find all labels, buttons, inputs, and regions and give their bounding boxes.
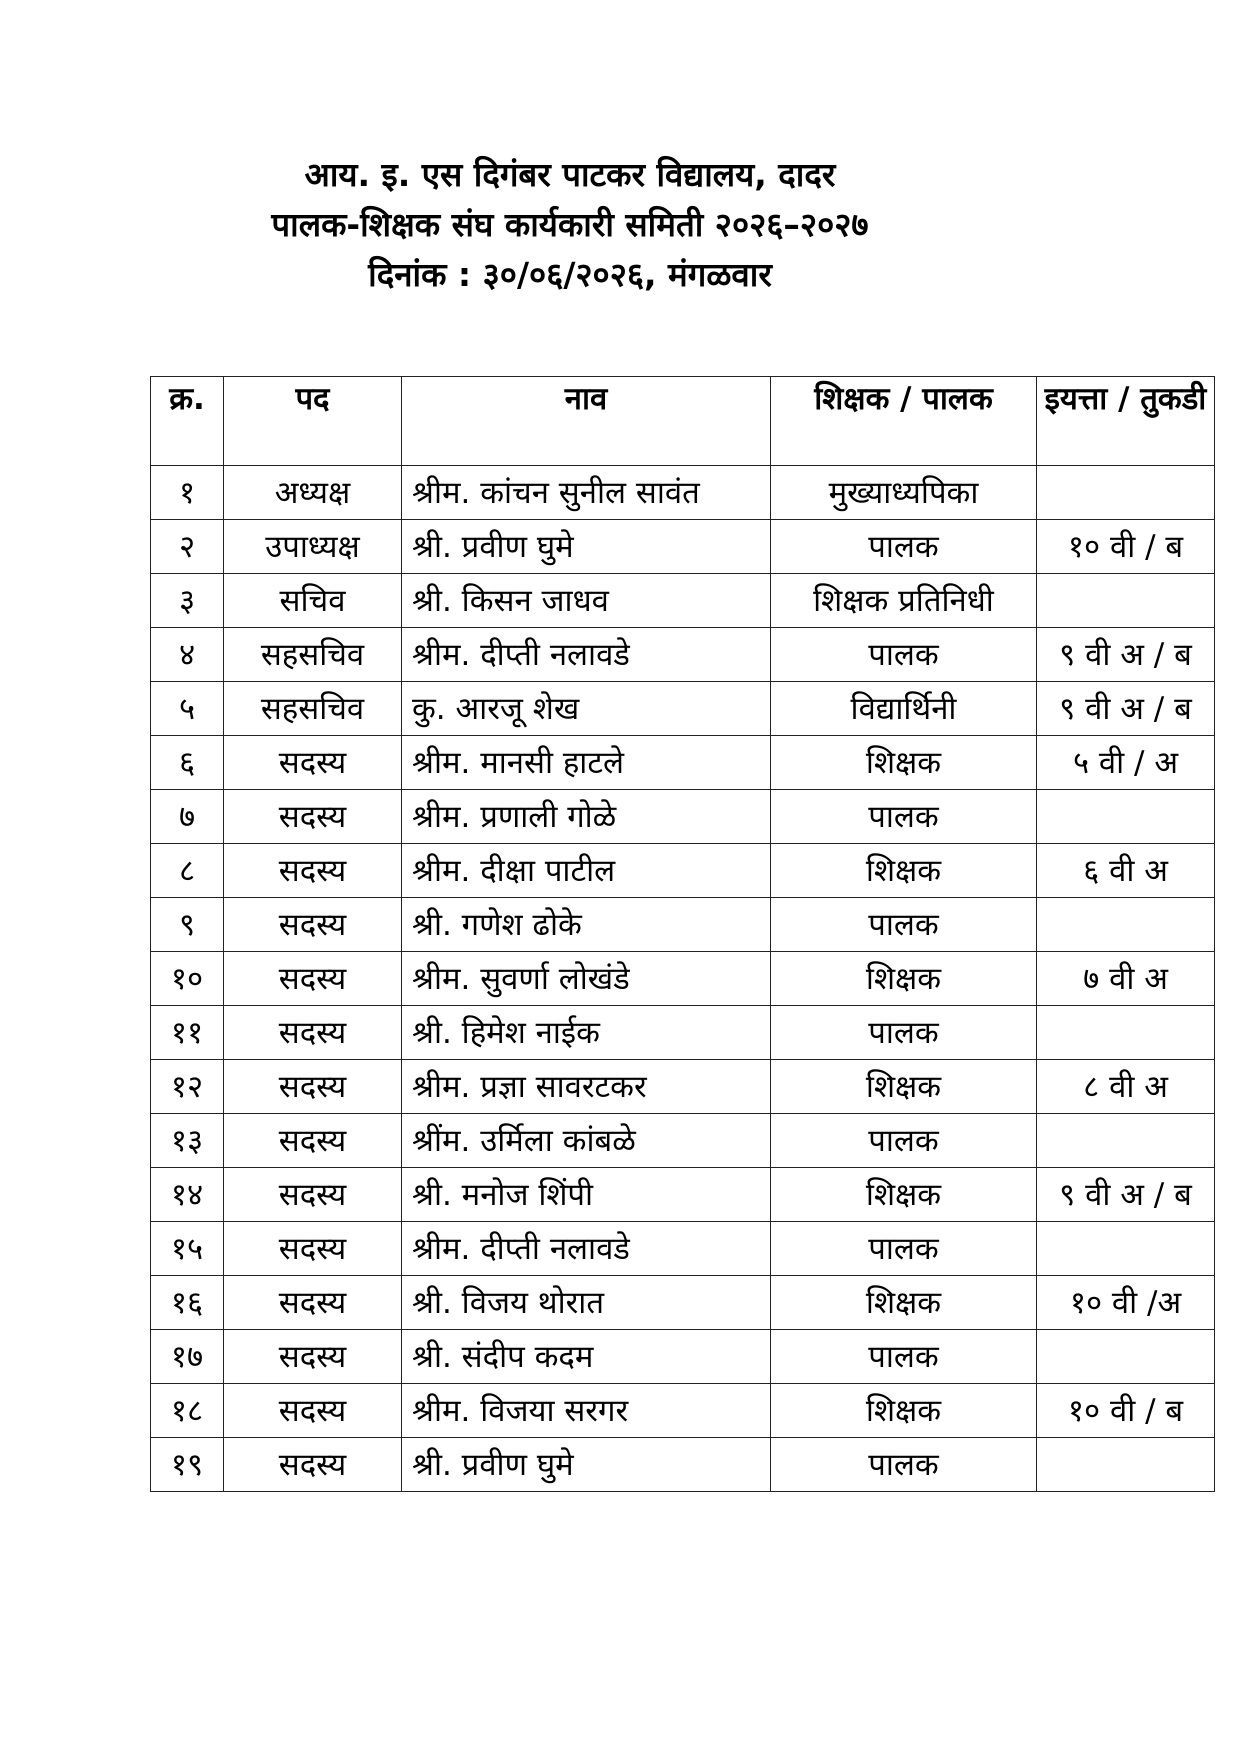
class-cell: १० वी / ब xyxy=(1037,1384,1215,1438)
role-cell: पालक xyxy=(771,790,1037,844)
table-row xyxy=(151,520,1215,574)
post-cell: सदस्य xyxy=(224,952,402,1006)
role-cell: पालक xyxy=(771,898,1037,952)
column-header-serial: क्र. xyxy=(151,377,224,466)
name-cell: श्री. संदीप कदम xyxy=(402,1330,771,1384)
class-cell xyxy=(1037,1006,1215,1060)
class-cell xyxy=(1037,898,1215,952)
role-cell: शिक्षक xyxy=(771,952,1037,1006)
table-row xyxy=(151,1060,1215,1114)
post-cell: सदस्य xyxy=(224,1438,402,1492)
post-cell: सदस्य xyxy=(224,1168,402,1222)
role-cell: शिक्षक xyxy=(771,844,1037,898)
class-cell: ५ वी / अ xyxy=(1037,736,1215,790)
post-cell: उपाध्यक्ष xyxy=(224,520,402,574)
role-cell: शिक्षक xyxy=(771,1384,1037,1438)
table-row xyxy=(151,1384,1215,1438)
role-cell: शिक्षक प्रतिनिधी xyxy=(771,574,1037,628)
name-cell: श्रीम. सुवर्णा लोखंडे xyxy=(402,952,771,1006)
serial-cell: ७ xyxy=(151,790,224,844)
serial-cell: ८ xyxy=(151,844,224,898)
serial-cell: १५ xyxy=(151,1222,224,1276)
class-cell xyxy=(1037,1330,1215,1384)
table-row xyxy=(151,1222,1215,1276)
serial-cell: १९ xyxy=(151,1438,224,1492)
class-cell xyxy=(1037,790,1215,844)
table-row xyxy=(151,1168,1215,1222)
class-cell: ६ वी अ xyxy=(1037,844,1215,898)
role-cell: शिक्षक xyxy=(771,1276,1037,1330)
column-header-name: नाव xyxy=(402,377,771,466)
class-cell: ९ वी अ / ब xyxy=(1037,682,1215,736)
serial-cell: ४ xyxy=(151,628,224,682)
class-cell: १० वी / ब xyxy=(1037,520,1215,574)
class-cell xyxy=(1037,1114,1215,1168)
post-cell: सचिव xyxy=(224,574,402,628)
serial-cell: २ xyxy=(151,520,224,574)
role-cell: पालक xyxy=(771,1006,1037,1060)
table-body xyxy=(151,466,1215,1492)
name-cell: श्रीम. प्रज्ञा सावरटकर xyxy=(402,1060,771,1114)
post-cell: सदस्य xyxy=(224,736,402,790)
serial-cell: १० xyxy=(151,952,224,1006)
table-header xyxy=(151,377,1215,466)
serial-cell: १८ xyxy=(151,1384,224,1438)
name-cell: श्रीम. दीप्ती नलावडे xyxy=(402,1222,771,1276)
name-cell: श्रीम. विजया सरगर xyxy=(402,1384,771,1438)
serial-cell: ३ xyxy=(151,574,224,628)
name-cell: श्री. विजय थोरात xyxy=(402,1276,771,1330)
column-header-role: शिक्षक / पालक xyxy=(771,377,1037,466)
role-cell: पालक xyxy=(771,1222,1037,1276)
table-header-row xyxy=(151,377,1215,466)
role-cell: पालक xyxy=(771,1330,1037,1384)
table-row xyxy=(151,628,1215,682)
class-cell xyxy=(1037,1438,1215,1492)
role-cell: पालक xyxy=(771,1438,1037,1492)
serial-cell: १३ xyxy=(151,1114,224,1168)
serial-cell: १२ xyxy=(151,1060,224,1114)
table-row xyxy=(151,1006,1215,1060)
name-cell: श्री. किसन जाधव xyxy=(402,574,771,628)
table-row xyxy=(151,736,1215,790)
name-cell: श्रीम. मानसी हाटले xyxy=(402,736,771,790)
class-cell: ९ वी अ / ब xyxy=(1037,1168,1215,1222)
serial-cell: ६ xyxy=(151,736,224,790)
table-row xyxy=(151,790,1215,844)
role-cell: पालक xyxy=(771,628,1037,682)
name-cell: श्री. हिमेश नाईक xyxy=(402,1006,771,1060)
name-cell: श्री. प्रवीण घुमे xyxy=(402,1438,771,1492)
role-cell: शिक्षक xyxy=(771,1060,1037,1114)
name-cell: श्रीम. प्रणाली गोळे xyxy=(402,790,771,844)
serial-cell: १६ xyxy=(151,1276,224,1330)
meeting-date: दिनांक : ३०/०६/२०२६, मंगळवार xyxy=(368,255,772,294)
post-cell: अध्यक्ष xyxy=(224,466,402,520)
post-cell: सदस्य xyxy=(224,1330,402,1384)
post-cell: सदस्य xyxy=(224,1006,402,1060)
post-cell: सदस्य xyxy=(224,1384,402,1438)
post-cell: सदस्य xyxy=(224,1276,402,1330)
name-cell: श्रींम. उर्मिला कांबळे xyxy=(402,1114,771,1168)
class-cell xyxy=(1037,1222,1215,1276)
name-cell: श्री. प्रवीण घुमे xyxy=(402,520,771,574)
post-cell: सहसचिव xyxy=(224,628,402,682)
table-row xyxy=(151,466,1215,520)
column-header-post: पद xyxy=(224,377,402,466)
committee-title: पालक-शिक्षक संघ कार्यकारी समिती २०२६–२०२७ xyxy=(271,205,869,244)
post-cell: सदस्य xyxy=(224,1060,402,1114)
table-row xyxy=(151,952,1215,1006)
name-cell: श्री. गणेश ढोके xyxy=(402,898,771,952)
role-cell: विद्यार्थिनी xyxy=(771,682,1037,736)
serial-cell: १७ xyxy=(151,1330,224,1384)
class-cell xyxy=(1037,466,1215,520)
name-cell: श्रीम. दीप्ती नलावडे xyxy=(402,628,771,682)
role-cell: पालक xyxy=(771,1114,1037,1168)
serial-cell: १४ xyxy=(151,1168,224,1222)
post-cell: सदस्य xyxy=(224,1114,402,1168)
serial-cell: १ xyxy=(151,466,224,520)
table-row xyxy=(151,1114,1215,1168)
post-cell: सदस्य xyxy=(224,898,402,952)
role-cell: शिक्षक xyxy=(771,736,1037,790)
committee-table xyxy=(150,376,1215,1492)
class-cell xyxy=(1037,574,1215,628)
class-cell: ९ वी अ / ब xyxy=(1037,628,1215,682)
post-cell: सदस्य xyxy=(224,844,402,898)
post-cell: सदस्य xyxy=(224,1222,402,1276)
table-row xyxy=(151,574,1215,628)
serial-cell: ९ xyxy=(151,898,224,952)
name-cell: श्रीम. कांचन सुनील सावंत xyxy=(402,466,771,520)
class-cell: ७ वी अ xyxy=(1037,952,1215,1006)
table-row xyxy=(151,682,1215,736)
school-name: आय. इ. एस दिगंबर पाटकर विद्यालय, दादर xyxy=(304,155,836,194)
serial-cell: ११ xyxy=(151,1006,224,1060)
name-cell: कु. आरजू शेख xyxy=(402,682,771,736)
name-cell: श्री. मनोज शिंपी xyxy=(402,1168,771,1222)
name-cell: श्रीम. दीक्षा पाटील xyxy=(402,844,771,898)
post-cell: सदस्य xyxy=(224,790,402,844)
table-row xyxy=(151,898,1215,952)
document-header xyxy=(0,150,1140,300)
column-header-class: इयत्ता / तुकडी xyxy=(1037,377,1215,466)
role-cell: पालक xyxy=(771,520,1037,574)
serial-cell: ५ xyxy=(151,682,224,736)
class-cell: ८ वी अ xyxy=(1037,1060,1215,1114)
role-cell: शिक्षक xyxy=(771,1168,1037,1222)
table-row xyxy=(151,844,1215,898)
table-row xyxy=(151,1438,1215,1492)
class-cell: १० वी /अ xyxy=(1037,1276,1215,1330)
table-row xyxy=(151,1276,1215,1330)
table-row xyxy=(151,1330,1215,1384)
role-cell: मुख्याध्यपिका xyxy=(771,466,1037,520)
post-cell: सहसचिव xyxy=(224,682,402,736)
